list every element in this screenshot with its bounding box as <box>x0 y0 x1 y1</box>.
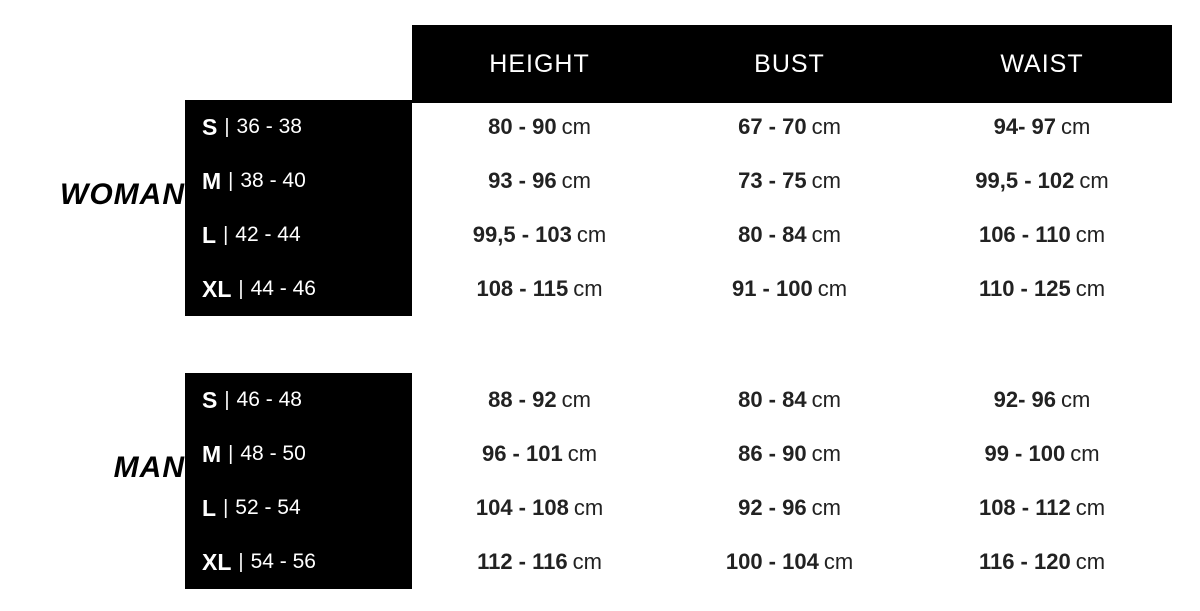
cell-value: 93 - 96 <box>488 168 557 193</box>
cell-unit: cm <box>811 441 841 466</box>
size-code: XL <box>202 548 232 575</box>
cell-value: 108 - 112 <box>978 495 1071 520</box>
table-row <box>185 535 412 589</box>
size-code: M <box>202 440 222 467</box>
size-column-man <box>185 373 412 589</box>
cell-value: 88 - 92 <box>488 387 557 412</box>
cell-value: 108 - 115 <box>476 276 569 301</box>
cell-value: 80 - 84 <box>738 387 807 412</box>
size-range: 52 - 54 <box>235 496 301 519</box>
cell-unit: cm <box>811 495 841 520</box>
size-range: 36 - 38 <box>236 115 302 138</box>
group-label-woman: WOMAN <box>60 178 185 211</box>
cell-unit: cm <box>811 387 841 412</box>
size-separator: | <box>224 388 230 411</box>
size-code: XL <box>202 275 232 302</box>
group-label-man: MAN <box>113 451 185 484</box>
size-separator: | <box>238 550 244 573</box>
cell-unit: cm <box>811 168 841 193</box>
table-row <box>412 208 1172 262</box>
cell-unit: cm <box>1075 549 1106 574</box>
size-code: M <box>202 167 222 194</box>
measurement-columns-woman <box>412 100 1172 316</box>
table-row <box>412 262 1172 316</box>
cell-value: 106 - 110 <box>978 222 1071 247</box>
table-row <box>185 154 412 208</box>
cell-height <box>412 441 667 467</box>
cell-unit: cm <box>1075 222 1106 247</box>
cell-waist <box>912 495 1172 521</box>
cell-bust <box>667 495 912 521</box>
cell-height <box>412 168 667 194</box>
cell-waist <box>912 168 1172 194</box>
cell-value: 96 - 101 <box>481 441 563 466</box>
size-range: 54 - 56 <box>250 550 316 573</box>
cell-bust <box>667 114 912 140</box>
cell-bust <box>667 168 912 194</box>
cell-height <box>412 387 667 413</box>
table-row <box>412 373 1172 427</box>
cell-unit: cm <box>811 222 841 247</box>
size-range: 42 - 44 <box>235 223 301 246</box>
cell-value: 86 - 90 <box>738 441 807 466</box>
cell-bust <box>667 441 912 467</box>
cell-bust <box>667 222 912 248</box>
cell-value: 112 - 116 <box>477 549 568 574</box>
cell-unit: cm <box>567 441 598 466</box>
cell-waist <box>912 276 1172 302</box>
cell-value: 92 - 96 <box>738 495 807 520</box>
cell-unit: cm <box>823 549 854 574</box>
table-header-band <box>412 25 1172 103</box>
size-separator: | <box>228 442 234 465</box>
column-header-waist: WAIST <box>1000 49 1084 78</box>
size-range: 46 - 48 <box>236 388 302 411</box>
table-row <box>185 427 412 481</box>
cell-unit: cm <box>817 276 848 301</box>
cell-height <box>412 114 667 140</box>
table-row <box>412 535 1172 589</box>
cell-bust <box>667 549 912 575</box>
cell-value: 99,5 - 103 <box>472 222 572 247</box>
table-row <box>185 262 412 316</box>
cell-unit: cm <box>573 276 603 301</box>
cell-height <box>412 222 667 248</box>
cell-bust <box>667 276 912 302</box>
cell-value: 91 - 100 <box>731 276 813 301</box>
cell-value: 116 - 120 <box>978 549 1071 574</box>
table-row <box>412 427 1172 481</box>
size-separator: | <box>224 115 230 138</box>
size-code: L <box>202 221 217 248</box>
table-row <box>185 100 412 154</box>
size-separator: | <box>223 223 229 246</box>
cell-waist <box>912 222 1172 248</box>
table-row <box>185 208 412 262</box>
cell-waist <box>912 441 1172 467</box>
cell-value: 80 - 84 <box>738 222 807 247</box>
size-range: 48 - 50 <box>240 442 306 465</box>
cell-unit: cm <box>1075 495 1106 520</box>
table-row <box>185 373 412 427</box>
cell-unit: cm <box>561 168 591 193</box>
table-row <box>412 481 1172 535</box>
cell-unit: cm <box>1079 168 1109 193</box>
cell-unit: cm <box>1061 387 1091 412</box>
cell-waist <box>912 387 1172 413</box>
cell-unit: cm <box>572 549 602 574</box>
cell-value: 67 - 70 <box>738 114 807 139</box>
cell-value: 104 - 108 <box>475 495 569 520</box>
cell-value: 80 - 90 <box>488 114 557 139</box>
cell-waist <box>912 114 1172 140</box>
cell-unit: cm <box>1075 276 1106 301</box>
size-range: 38 - 40 <box>240 169 306 192</box>
cell-value: 100 - 104 <box>725 549 819 574</box>
cell-value: 99 - 100 <box>984 441 1066 466</box>
table-row <box>185 481 412 535</box>
size-separator: | <box>238 277 244 300</box>
column-header-height: HEIGHT <box>489 49 590 78</box>
cell-bust <box>667 387 912 413</box>
cell-unit: cm <box>1061 114 1091 139</box>
size-column-woman <box>185 100 412 316</box>
cell-value: 73 - 75 <box>738 168 807 193</box>
size-code: L <box>202 494 217 521</box>
table-row <box>412 100 1172 154</box>
size-code: S <box>202 113 218 140</box>
size-separator: | <box>223 496 229 519</box>
cell-unit: cm <box>561 114 591 139</box>
cell-value: 92- 96 <box>993 387 1057 412</box>
cell-height <box>412 276 667 302</box>
cell-unit: cm <box>811 114 841 139</box>
cell-waist <box>912 549 1172 575</box>
size-code: S <box>202 386 218 413</box>
size-range: 44 - 46 <box>250 277 316 300</box>
cell-value: 94- 97 <box>993 114 1057 139</box>
cell-value: 110 - 125 <box>978 276 1071 301</box>
cell-unit: cm <box>573 495 604 520</box>
cell-value: 99,5 - 102 <box>975 168 1075 193</box>
cell-unit: cm <box>561 387 591 412</box>
cell-height <box>412 495 667 521</box>
table-row <box>412 154 1172 208</box>
cell-height <box>412 549 667 575</box>
cell-unit: cm <box>576 222 607 247</box>
column-header-bust: BUST <box>754 49 825 78</box>
cell-unit: cm <box>1070 441 1100 466</box>
measurement-columns-man <box>412 373 1172 589</box>
size-separator: | <box>228 169 234 192</box>
